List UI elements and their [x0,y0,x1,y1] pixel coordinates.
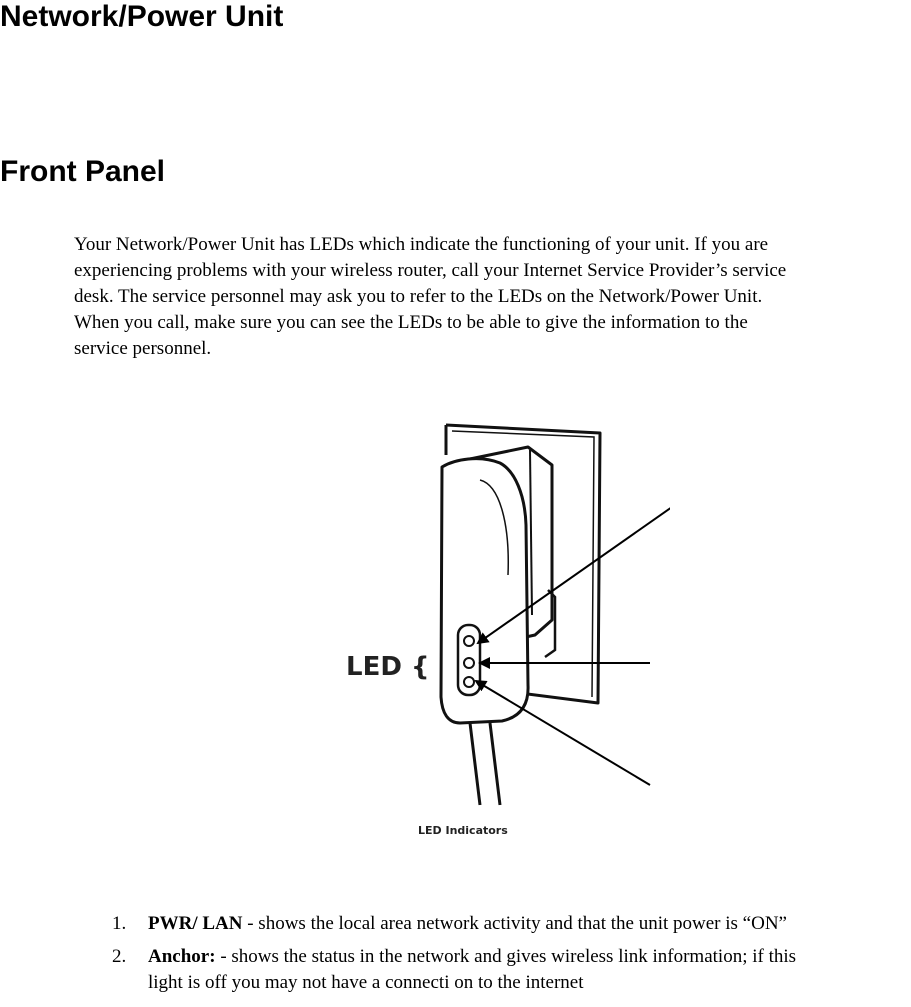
page-title: Network/Power Unit [0,0,284,33]
intro-line: service personnel. [74,338,212,359]
list-description: - shows the local area network activity and that the unit power is “ON” [242,913,787,934]
intro-paragraph [74,232,911,362]
list-item [112,944,911,996]
list-item [112,911,911,937]
arrow-led-3 [476,681,650,785]
list-term: Anchor: [148,946,216,967]
adapter-body [441,459,528,723]
power-cord [470,723,500,805]
intro-line: experiencing problems with your wireless router, call your Internet Service Provider’s service [74,260,787,281]
led-description-list [112,911,911,1003]
list-number: 1. [112,913,127,934]
list-number: 2. [112,946,127,967]
intro-line: Your Network/Power Unit has LEDs which indicate the functioning of your unit. If you are [74,234,769,255]
intro-line: desk. The service personnel may ask you to refer to the LEDs on the Network/Power Unit. [74,286,763,307]
list-term: PWR/ LAN [148,913,243,934]
section-heading: Front Panel [0,155,166,188]
led-label: LED { [346,652,430,682]
list-description-continued: light is off you may not have a connecti on to the internet [148,972,584,993]
led-3 [464,677,474,687]
figure-caption: LED Indicators [418,824,508,837]
led-1 [464,636,474,646]
led-figure [330,385,670,845]
power-unit-illustration [330,385,670,845]
list-description: - shows the status in the network and gives wireless link information; if this [215,946,797,967]
intro-line: When you call, make sure you can see the LEDs to be able to give the information to the [74,312,748,333]
led-2 [464,658,474,668]
